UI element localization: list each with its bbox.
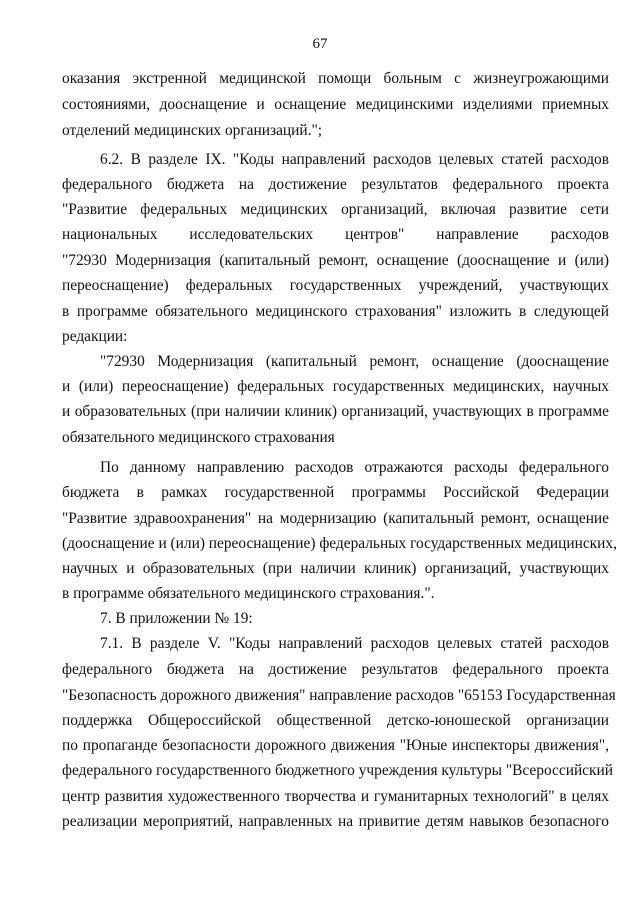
- text-line: по пропаганде безопасности дорожного движения "Юные инспекторы движения",: [62, 737, 609, 754]
- text-line: обязательного медицинского страхования: [62, 429, 335, 446]
- text-line: переоснащение) федеральных государственных учреждений, участвующих: [62, 277, 609, 294]
- text-line: бюджета в рамках государственной программы Российской Федерации: [62, 484, 609, 501]
- text-line: "Развитие здравоохранения" на модернизацию (капитальный ремонт, оснащение: [62, 510, 609, 527]
- page-number: 67: [312, 36, 328, 52]
- text-line: (дооснащение и (или) переоснащение) федеральных государственных медицинских,: [62, 535, 617, 552]
- text-line: в программе обязательного медицинского страхования.".: [62, 585, 435, 602]
- text-line: "72930 Модернизация (капитальный ремонт, оснащение (дооснащение и (или): [62, 252, 609, 269]
- text-line: научных и образовательных (при наличии клиник) организаций, участвующих: [62, 560, 609, 577]
- text-line: 7.1. В разделе V. "Коды направлений расходов целевых статей расходов: [100, 635, 609, 652]
- text-line: "Развитие федеральных медицинских организаций, включая развитие сети: [62, 201, 609, 218]
- text-line: национальных исследовательских центров" направление расходов: [62, 226, 609, 243]
- text-line: и образовательных (при наличии клиник) организаций, участвующих в программе: [62, 403, 609, 420]
- text-line: По данному направлению расходов отражаются расходы федерального: [100, 459, 609, 476]
- text-line: поддержка Общероссийской общественной детско-юношеской организации: [62, 712, 609, 729]
- text-line: редакции:: [62, 328, 128, 345]
- text-line: реализации мероприятий, направленных на привитие детям навыков безопасного: [62, 813, 609, 830]
- text-line: федерального бюджета на достижение результатов федерального проекта: [62, 176, 609, 193]
- text-line: отделений медицинских организаций.";: [62, 122, 323, 139]
- text-line: оказания экстренной медицинской помощи больным с жизнеугрожающими: [62, 70, 609, 87]
- text-line: и (или) переоснащение) федеральных государственных медицинских, научных: [62, 378, 609, 395]
- text-line: "Безопасность дорожного движения" направление расходов "65153 Государственная: [62, 687, 616, 704]
- text-line: 6.2. В разделе IX. "Коды направлений расходов целевых статей расходов: [100, 151, 609, 168]
- text-line: в программе обязательного медицинского страхования" изложить в следующей: [62, 303, 609, 320]
- text-line: 7. В приложении № 19:: [100, 610, 253, 627]
- text-line: федерального бюджета на достижение результатов федерального проекта: [62, 661, 609, 678]
- text-line: "72930 Модернизация (капитальный ремонт, оснащение (дооснащение: [100, 353, 609, 370]
- text-line: федерального государственного бюджетного учреждения культуры "Всероссийский: [62, 762, 613, 779]
- text-line: центр развития художественного творчества и гуманитарных технологий" в целях: [62, 788, 609, 805]
- text-line: состояниями, дооснащение и оснащение медицинскими изделиями приемных: [62, 96, 609, 113]
